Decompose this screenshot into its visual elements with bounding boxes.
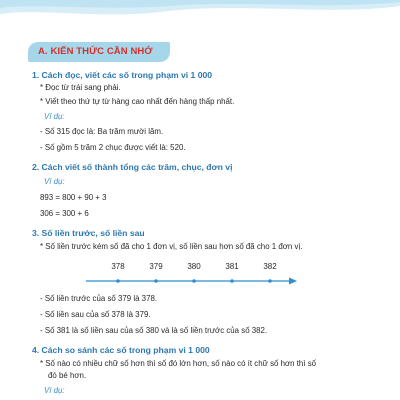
example-893: 893 = 800 + 90 + 3 [40,193,107,202]
example-306: 306 = 300 + 6 [40,209,89,218]
number-line [86,262,298,288]
rule-predecessor-successor: * Số liền trước kém số đã cho 1 đơn vị, số liền sau hơn số đã cho 1 đơn vị. [40,242,303,251]
rule-compare-digits-line1: * Số nào có nhiều chữ số hơn thì số đó lớn hơn, số nào có ít chữ số hơn thì số [40,359,317,368]
heading-reading-writing-numbers: 1. Cách đọc, viết các số trong phạm vi 1 000 [32,70,213,80]
rule-write-order: * Viết theo thứ tự từ hàng cao nhất đến hàng thấp nhất. [40,97,235,106]
number-line-label: 378 [111,262,125,271]
number-line-axis [86,276,298,286]
example-381: - Số 381 là số liền sau của số 380 và là số liền trước của số 382. [40,326,268,335]
number-line-label: 380 [187,262,201,271]
number-line-tick [192,279,196,283]
example-write-520: - Số gồm 5 trăm 2 chục được viết là: 520. [40,143,186,152]
example-read-315: - Số 315 đọc là: Ba trăm mười lăm. [40,127,164,136]
number-line-tick [116,279,120,283]
top-wave-decoration [0,0,400,28]
example-successor-378: - Số liền sau của số 378 là 379. [40,310,151,319]
example-label: Ví dụ: [44,177,65,186]
rule-compare-digits-line2: đó bé hơn. [48,371,87,380]
rule-read-left-to-right: * Đọc từ trái sang phải. [40,83,121,92]
heading-comparing-numbers: 4. Cách so sánh các số trong phạm vi 1 000 [32,345,210,355]
number-line-label: 382 [263,262,277,271]
number-line-tick [268,279,272,283]
heading-sum-of-place-values: 2. Cách viết số thành tổng các trăm, chục, đơn vị [32,162,233,172]
example-label: Ví dụ: [44,112,65,121]
example-label: Ví dụ: [44,386,65,395]
number-line-label: 381 [225,262,239,271]
heading-predecessor-successor: 3. Số liền trước, số liền sau [32,228,145,238]
number-line-label: 379 [149,262,163,271]
section-title: A. KIẾN THỨC CẦN NHỚ [28,42,170,62]
example-predecessor-379: - Số liền trước của số 379 là 378. [40,294,158,303]
number-line-tick [230,279,234,283]
number-line-tick [154,279,158,283]
